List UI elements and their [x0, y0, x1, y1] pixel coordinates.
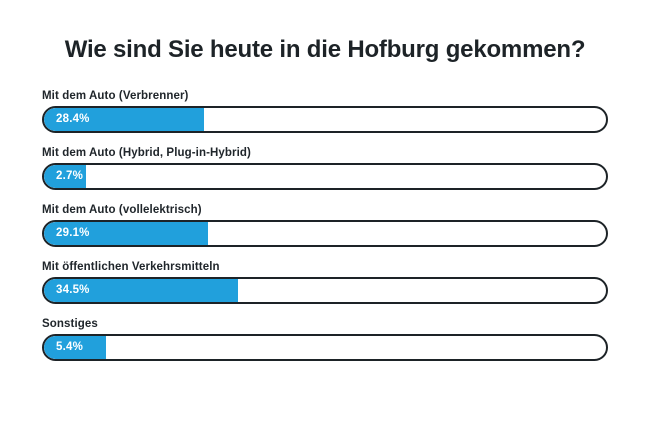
bar-label: Mit öffentlichen Verkehrsmitteln [42, 260, 220, 273]
bar-row [42, 261, 608, 304]
bar-track [42, 277, 608, 304]
bar-value: 34.5% [56, 284, 90, 297]
bar-row [42, 90, 608, 133]
bar-list [42, 90, 608, 361]
bar-label: Mit dem Auto (Hybrid, Plug-in-Hybrid) [42, 146, 251, 159]
bar-value: 28.4% [56, 113, 90, 126]
bar-value: 5.4% [56, 341, 84, 354]
bar-value: 2.7% [56, 170, 84, 183]
bar-track [42, 334, 608, 361]
bar-label: Mit dem Auto (vollelektrisch) [42, 203, 202, 216]
bar-row [42, 318, 608, 361]
bar-row [42, 204, 608, 247]
bar-value: 29.1% [56, 227, 90, 240]
bar-track [42, 163, 608, 190]
bar-label: Mit dem Auto (Verbrenner) [42, 89, 189, 102]
page-title: Wie sind Sie heute in die Hofburg gekommen? [64, 36, 586, 63]
bar-label: Sonstiges [42, 317, 98, 330]
bar-row [42, 147, 608, 190]
bar-track [42, 106, 608, 133]
bar-track [42, 220, 608, 247]
